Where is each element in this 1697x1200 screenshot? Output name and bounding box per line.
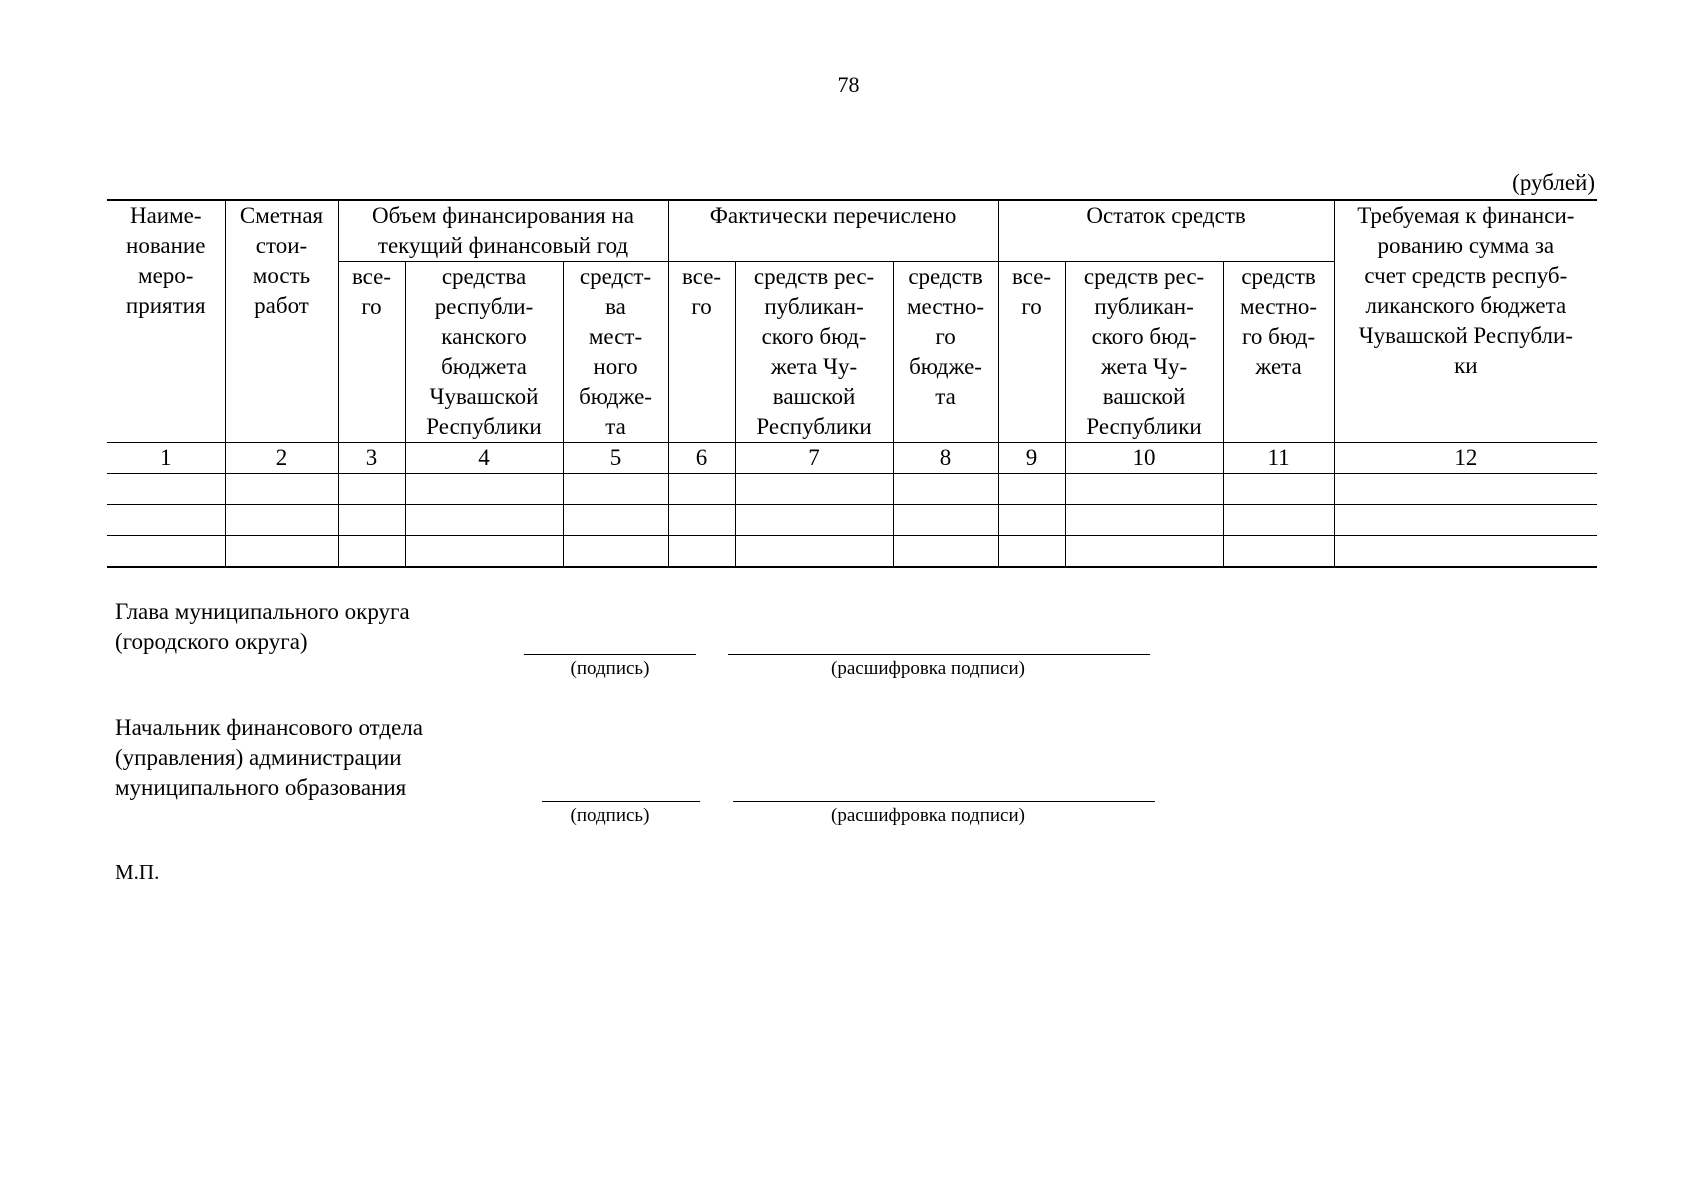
table-cell[interactable]	[1065, 474, 1223, 505]
page-number: 78	[837, 72, 860, 97]
header-remaining-funds: Остаток средств	[998, 200, 1334, 262]
subheader-republic-budget: средств рес- публикан- ского бюд- жета Чу- вашской Республики	[1065, 262, 1223, 443]
column-number: 4	[405, 443, 563, 474]
column-number-row	[107, 443, 1597, 474]
signature-decode-line[interactable]	[733, 801, 1155, 802]
subheader-local-budget: средст- ва мест- ного бюдже- та	[563, 262, 668, 443]
table-cell[interactable]	[338, 474, 405, 505]
table-cell[interactable]	[1223, 505, 1334, 536]
signatory-finance-title: Начальник финансового отдела (управления) администрации муниципального образования	[115, 715, 423, 800]
column-number: 12	[1334, 443, 1597, 474]
table-cell[interactable]	[998, 474, 1065, 505]
table-cell[interactable]	[998, 536, 1065, 568]
table-cell[interactable]	[563, 536, 668, 568]
signature-caption: (подпись)	[570, 658, 650, 679]
column-number: 3	[338, 443, 405, 474]
column-number: 2	[225, 443, 338, 474]
signature-decode-caption: (расшифровка подписи)	[831, 658, 1025, 679]
table-cell[interactable]	[668, 505, 735, 536]
table-cell[interactable]	[893, 536, 998, 568]
stamp-label: М.П.	[115, 860, 160, 884]
table-cell[interactable]	[893, 505, 998, 536]
table-cell[interactable]	[405, 505, 563, 536]
table-cell[interactable]	[225, 474, 338, 505]
column-number: 11	[1223, 443, 1334, 474]
table-cell[interactable]	[1065, 505, 1223, 536]
units-label: (рублей)	[1512, 170, 1595, 195]
column-number: 7	[735, 443, 893, 474]
table-cell[interactable]	[107, 474, 225, 505]
table-cell[interactable]	[735, 474, 893, 505]
table-cell[interactable]	[225, 536, 338, 568]
subheader-republic-budget: средств рес- публикан- ского бюд- жета Чу- вашской Республики	[735, 262, 893, 443]
column-number: 9	[998, 443, 1065, 474]
column-number: 8	[893, 443, 998, 474]
table-header-row-1	[107, 200, 1597, 262]
header-actually-transferred: Фактически перечислено	[668, 200, 998, 262]
table-cell[interactable]	[1223, 536, 1334, 568]
table-cell[interactable]	[1065, 536, 1223, 568]
signature-line[interactable]	[524, 654, 696, 655]
subheader-total: все- го	[998, 262, 1065, 443]
table-cell[interactable]	[338, 505, 405, 536]
subheader-local-budget: средств местно- го бюдже- та	[893, 262, 998, 443]
column-number: 10	[1065, 443, 1223, 474]
column-number: 6	[668, 443, 735, 474]
table-row	[107, 536, 1597, 568]
column-number: 5	[563, 443, 668, 474]
table-row	[107, 505, 1597, 536]
table-cell[interactable]	[563, 505, 668, 536]
table-cell[interactable]	[405, 474, 563, 505]
subheader-total: все- го	[338, 262, 405, 443]
signature-line[interactable]	[542, 801, 700, 802]
table-cell[interactable]	[735, 536, 893, 568]
table-cell[interactable]	[107, 536, 225, 568]
header-financing-volume: Объем финансирования на текущий финансовый год	[338, 200, 668, 262]
signature-caption: (подпись)	[570, 805, 650, 826]
signature-decode-caption: (расшифровка подписи)	[831, 805, 1025, 826]
table-cell[interactable]	[563, 474, 668, 505]
header-required-amount: Требуемая к финанси- рованию сумма за счет средств респуб- ликанского бюджета Чувашской Республи- ки	[1334, 200, 1597, 443]
table-cell[interactable]	[1334, 536, 1597, 568]
financing-report-table	[107, 199, 1597, 568]
table-cell[interactable]	[668, 536, 735, 568]
table-cell[interactable]	[668, 474, 735, 505]
header-estimated-cost: Сметная стои- мость работ	[225, 200, 338, 443]
subheader-local-budget: средств местно- го бюд- жета	[1223, 262, 1334, 443]
table-cell[interactable]	[735, 505, 893, 536]
table-cell[interactable]	[225, 505, 338, 536]
table-cell[interactable]	[1223, 474, 1334, 505]
table-cell[interactable]	[1334, 474, 1597, 505]
signatory-head-title: Глава муниципального округа (городского округа)	[115, 599, 410, 654]
subheader-total: все- го	[668, 262, 735, 443]
table-cell[interactable]	[338, 536, 405, 568]
table-cell[interactable]	[998, 505, 1065, 536]
table-cell[interactable]	[1334, 505, 1597, 536]
subheader-republic-budget: средства республи- канского бюджета Чувашской Республики	[405, 262, 563, 443]
header-event-name: Наиме- нование меро- приятия	[107, 200, 225, 443]
table-cell[interactable]	[893, 474, 998, 505]
signature-decode-line[interactable]	[728, 654, 1150, 655]
table-cell[interactable]	[405, 536, 563, 568]
table-row	[107, 474, 1597, 505]
table-cell[interactable]	[107, 505, 225, 536]
column-number: 1	[107, 443, 225, 474]
